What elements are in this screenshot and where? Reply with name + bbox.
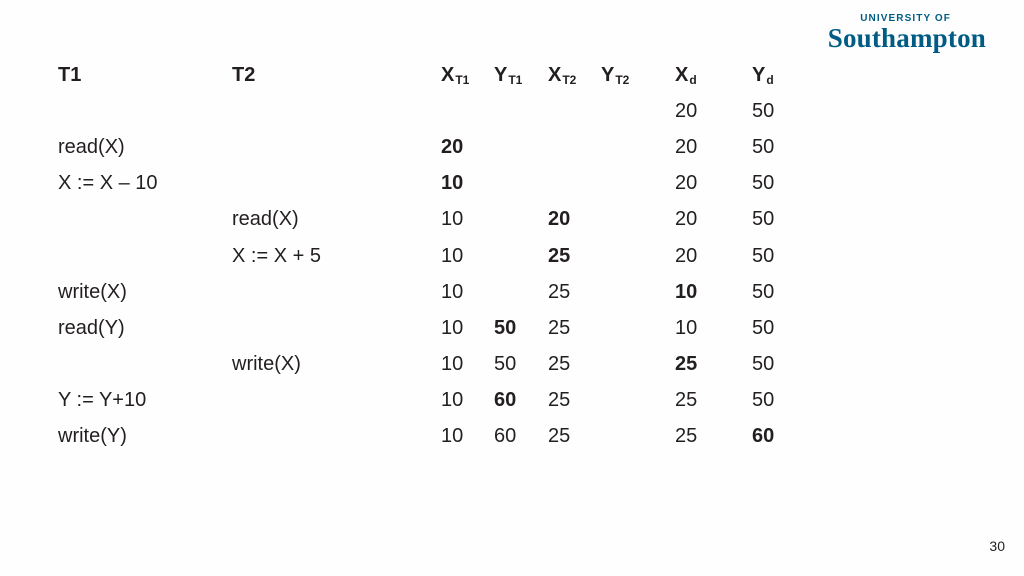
column-header: $X_{T1}$ [441, 63, 470, 88]
table-row [58, 166, 832, 202]
table-header-row [58, 57, 832, 93]
table-cell: write(X) [232, 353, 301, 376]
table-cell: 50 [752, 244, 775, 267]
column-header: $Y_{T2}$ [601, 63, 630, 88]
table-cell: 10 [441, 172, 464, 195]
table-cell: 20 [675, 99, 698, 122]
table-cell: 50 [752, 353, 775, 376]
table-cell: 10 [441, 208, 464, 231]
table-cell: 10 [441, 425, 464, 448]
table-row [58, 129, 832, 165]
page-number: 30 [989, 538, 1005, 554]
logo-university-of-text: UNIVERSITY OF [860, 13, 951, 24]
table-cell: 25 [548, 280, 571, 303]
table-cell: write(Y) [58, 425, 127, 448]
table-cell: 50 [752, 135, 775, 158]
table-cell: 20 [675, 244, 698, 267]
table-cell: 25 [548, 316, 571, 339]
table-cell: 50 [494, 353, 517, 376]
table-cell: 10 [441, 353, 464, 376]
table-cell: 25 [548, 353, 571, 376]
table-cell: 50 [752, 99, 775, 122]
schedule-table [58, 57, 832, 455]
column-header: $X_d$ [675, 63, 697, 88]
table-cell: write(X) [58, 280, 127, 303]
table-cell: read(X) [58, 135, 125, 158]
table-cell: 25 [548, 425, 571, 448]
table-row [58, 310, 832, 346]
table-row [58, 93, 832, 129]
table-cell: 60 [494, 425, 517, 448]
table-cell: 50 [752, 316, 775, 339]
table-cell: Y := Y+10 [58, 389, 147, 412]
column-header: T2 [232, 63, 256, 86]
table-row [58, 347, 832, 383]
table-cell: 10 [675, 316, 698, 339]
table-row [58, 274, 832, 310]
university-logo [828, 13, 986, 52]
table-cell: X := X – 10 [58, 172, 158, 195]
table-cell: 25 [548, 244, 571, 267]
table-row [58, 238, 832, 274]
logo-southampton-text: Southampton [827, 23, 986, 53]
table-cell: 25 [675, 389, 698, 412]
table-cell: 60 [752, 425, 775, 448]
table-cell: 20 [441, 135, 464, 158]
table-row [58, 383, 832, 419]
table-cell: 10 [441, 280, 464, 303]
table-cell: 10 [441, 316, 464, 339]
table-row [58, 419, 832, 455]
column-header: $X_{T2}$ [548, 63, 577, 88]
table-cell: 50 [752, 172, 775, 195]
table-cell: 20 [675, 135, 698, 158]
table-cell: 25 [548, 389, 571, 412]
table-cell: 10 [675, 280, 698, 303]
table-cell: 10 [441, 389, 464, 412]
column-header: $Y_{T1}$ [494, 63, 523, 88]
table-cell: 50 [752, 389, 775, 412]
table-cell: 50 [494, 316, 517, 339]
table-cell: 20 [675, 172, 698, 195]
table-row [58, 202, 832, 238]
column-header: $Y_d$ [752, 63, 774, 88]
table-cell: 20 [675, 208, 698, 231]
table-cell: read(Y) [58, 316, 125, 339]
column-header: T1 [58, 63, 82, 86]
table-cell: 50 [752, 280, 775, 303]
table-cell: 20 [548, 208, 571, 231]
table-cell: read(X) [232, 208, 299, 231]
table-cell: 25 [675, 425, 698, 448]
table-cell: 10 [441, 244, 464, 267]
table-cell: X := X + 5 [232, 244, 321, 267]
table-cell: 60 [494, 389, 517, 412]
table-cell: 50 [752, 208, 775, 231]
table-cell: 25 [675, 353, 698, 376]
